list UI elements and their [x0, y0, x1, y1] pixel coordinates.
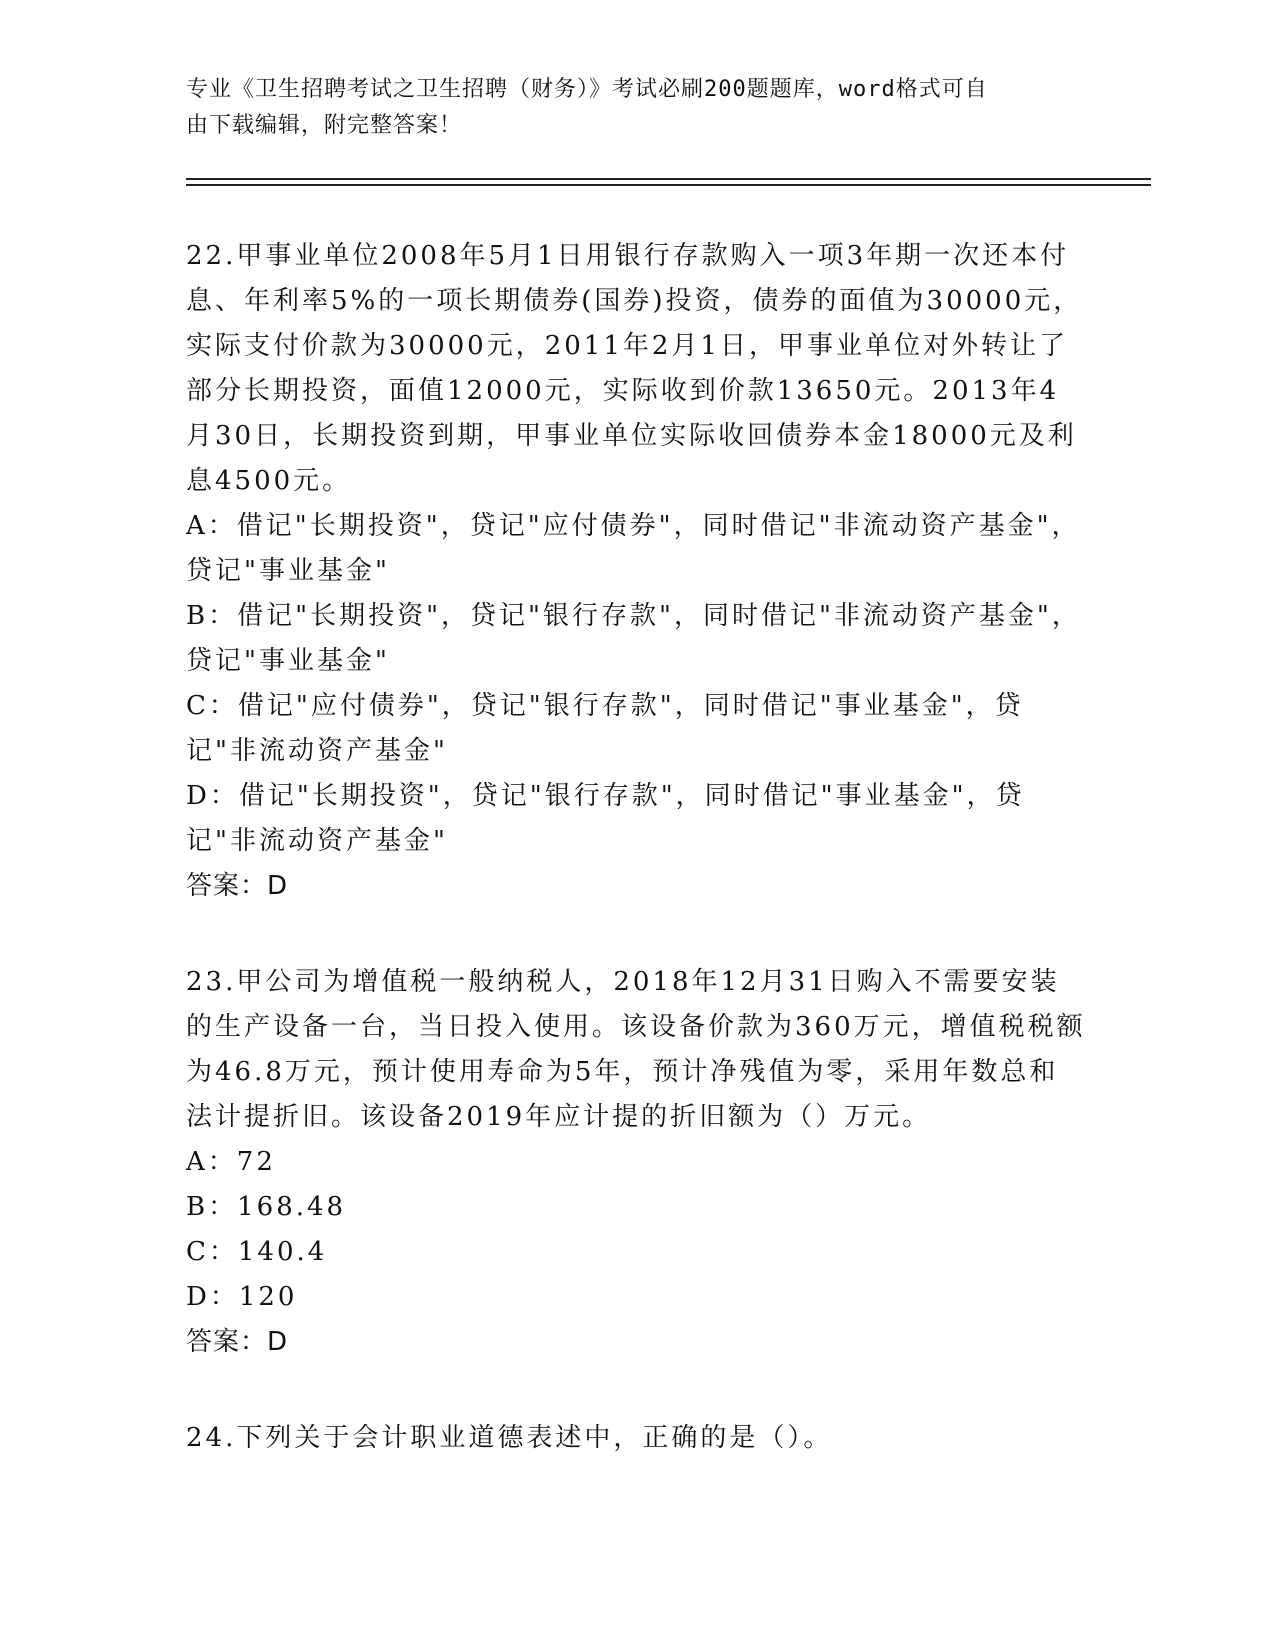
document-header — [186, 72, 1066, 144]
header-line-2: 由下载编辑，附完整答案！ — [186, 113, 463, 138]
option-c: C：借记"应付债券"，贷记"银行存款"，同时借记"事业基金"，贷记"非流动资产基金" — [186, 691, 1024, 766]
option-d: D：120 — [186, 1282, 298, 1312]
answer-line: 答案：D — [186, 871, 289, 901]
question-24 — [186, 1416, 1086, 1461]
option-b: B：借记"长期投资"，贷记"银行存款"，同时借记"非流动资产基金"，贷记"事业基金" — [186, 601, 1081, 676]
option-d: D：借记"长期投资"，贷记"银行存款"，同时借记"事业基金"，贷记"非流动资产基金" — [186, 781, 1025, 856]
question-stem: 22.甲事业单位2008年5月1日用银行存款购入一项3年期一次还本付息、年利率5%的一项长期债券(国券)投资，债券的面值为30000元，实际支付价款为30000元，2011年2月1日，甲事业单位对外转让了部分长期投资，面值12000元，实际收到价款13650元。2013年4月30日，长期投资到期，甲事业单位实际收回债券本金18000元及利息4500元。 — [186, 241, 1083, 496]
header-divider-bottom — [186, 184, 1151, 186]
question-23 — [186, 960, 1086, 1365]
option-b: B：168.48 — [186, 1192, 347, 1222]
option-c: C：140.4 — [186, 1237, 328, 1267]
header-line-1: 专业《卫生招聘考试之卫生招聘（财务）》考试必刷200题题库，word格式可自 — [186, 77, 988, 102]
option-a: A：72 — [186, 1147, 276, 1177]
answer-line: 答案：D — [186, 1327, 289, 1357]
header-divider-top — [186, 178, 1151, 180]
question-22 — [186, 234, 1086, 909]
question-stem: 24.下列关于会计职业道德表述中，正确的是（）。 — [186, 1423, 833, 1453]
option-a: A：借记"长期投资"，贷记"应付债券"，同时借记"非流动资产基金"，贷记"事业基金" — [186, 511, 1081, 586]
question-stem: 23.甲公司为增值税一般纳税人，2018年12月31日购入不需要安装的生产设备一台，当日投入使用。该设备价款为360万元，增值税税额为46.8万元，预计使用寿命为5年，预计净残值为零，采用年数总和法计提折旧。该设备2019年应计提的折旧额为（）万元。 — [186, 967, 1086, 1132]
